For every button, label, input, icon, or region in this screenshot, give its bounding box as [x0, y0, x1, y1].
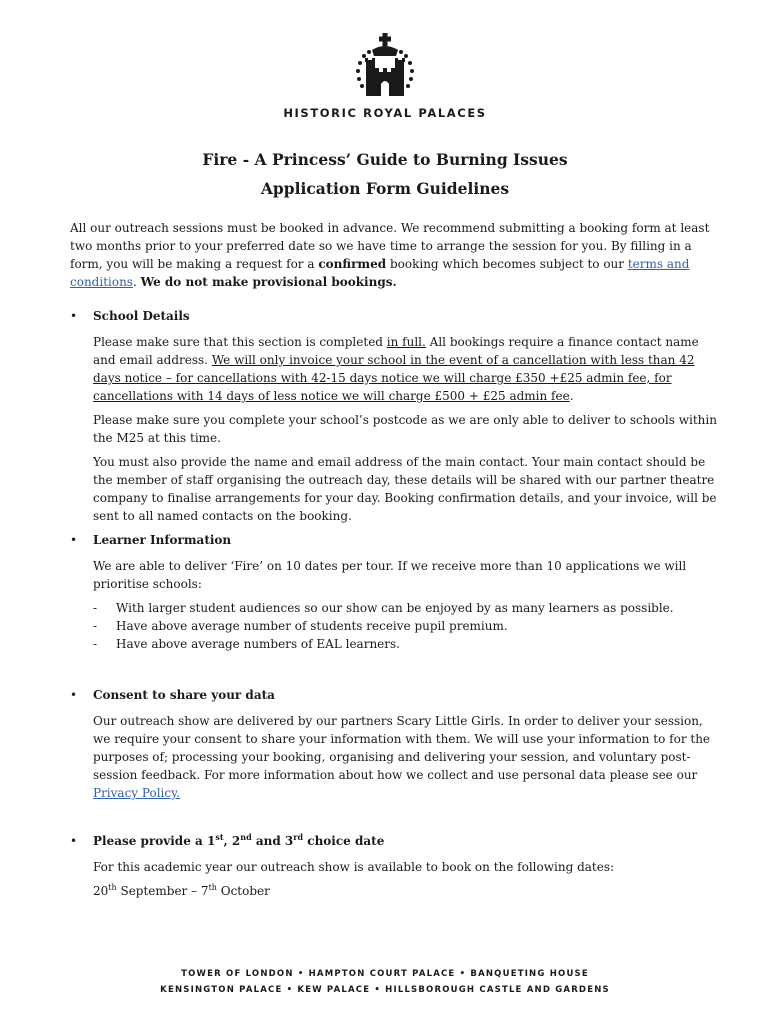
learner-paragraph: We are able to deliver ‘Fire’ on 10 dates per tour. If we receive more than 10 applications we will prioritise schools:	[93, 559, 687, 591]
list-item: - Have above average numbers of EAL learners.	[93, 637, 400, 651]
text: and 3	[251, 834, 294, 848]
terms-link[interactable]: terms and conditions	[70, 257, 690, 289]
intro-text-3: .	[132, 275, 141, 289]
intro-bold-end: We do not make provisional bookings.	[140, 275, 397, 289]
text: , 2	[223, 834, 241, 848]
text: .	[569, 389, 574, 403]
text: All bookings require a finance contact name and email address.	[93, 335, 699, 367]
consent-section	[70, 686, 720, 802]
date-range	[93, 882, 720, 900]
priority-list	[70, 599, 720, 653]
choice-date-section	[70, 832, 720, 900]
text: Please make sure that this section is completed	[93, 335, 387, 349]
privacy-policy-link[interactable]: Privacy Policy.	[93, 786, 181, 800]
cancellation-policy-text: We will only invoice your school in the event of a cancellation with less than 42 days notice – for cancellations with 42-15 days notice we will charge £350 +£25 admin fee, for cancellations with 14 days of less notice we will charge £500 + £25 admin fee	[93, 353, 695, 403]
superscript: nd	[240, 832, 252, 842]
bullet-icon: •	[70, 533, 78, 547]
text: Please provide a 1	[93, 834, 216, 848]
superscript: th	[108, 883, 117, 892]
bullet-icon: •	[70, 309, 78, 323]
school-details-heading	[70, 307, 720, 325]
list-item-text: Have above average numbers of EAL learners.	[116, 637, 400, 651]
consent-heading	[70, 686, 720, 704]
superscript: th	[208, 883, 217, 892]
heading-text: Consent to share your data	[93, 688, 275, 702]
heading-text: School Details	[93, 309, 190, 323]
intro-bold-word: confirmed	[318, 257, 387, 271]
school-details-section	[70, 307, 720, 525]
intro-paragraph	[70, 219, 720, 291]
dates-paragraph: For this academic year our outreach show is available to book on the following dates:	[93, 860, 615, 874]
school-paragraph-3: You must also provide the name and email address of the main contact. Your main contact should be the member of staff organising the outreach day, these details will be shared with our partner theatre company to finalise arrangements for your day. Booking confirmation details, and your invoice, will be sent to all named contacts on the booking.	[93, 455, 717, 523]
document-title: Fire - A Princess’ Guide to Burning Issues	[202, 150, 568, 169]
palace-crest-logo	[352, 32, 418, 100]
list-item: - With larger student audiences so our show can be enjoyed by as many learners as possible.	[93, 601, 674, 615]
list-item: - Have above average number of students receive pupil premium.	[93, 619, 508, 633]
text: 20	[93, 884, 109, 898]
school-paragraph-1	[93, 333, 720, 405]
text: September – 7	[116, 884, 209, 898]
document-subtitle: Application Form Guidelines	[260, 179, 510, 198]
underlined-text: in full.	[386, 335, 426, 349]
choice-date-heading	[70, 832, 720, 850]
bullet-icon: •	[70, 834, 78, 848]
brand-header	[0, 32, 770, 120]
footer-line-1: TOWER OF LONDON • HAMPTON COURT PALACE • BANQUETING HOUSE	[181, 969, 589, 979]
document-body	[70, 219, 720, 906]
text: Our outreach show are delivered by our partners Scary Little Girls. In order to deliver your session, we require your consent to share your information with them. We will use your information to for the purposes of; processing your booking, organising and delivering your session, and voluntary post-session feedback. For more information about how we collect and use personal data please see our	[93, 714, 711, 782]
intro-text-2: booking which becomes subject to our	[386, 257, 628, 271]
list-item-text: With larger student audiences so our show can be enjoyed by as many learners as possible.	[116, 601, 674, 615]
text: October	[216, 884, 270, 898]
superscript: st	[215, 832, 224, 842]
learner-info-heading	[70, 531, 720, 549]
intro-text: All our outreach sessions must be booked in advance. We recommend submitting a booking form at least two months prior to your preferred date so we have time to arrange the session for you. By filling in a form, you will be making a request for a	[70, 221, 710, 271]
heading-text: Learner Information	[93, 533, 232, 547]
org-name: HISTORIC ROYAL PALACES	[283, 106, 487, 120]
list-item-text: Have above average number of students receive pupil premium.	[116, 619, 508, 633]
consent-paragraph	[93, 712, 720, 802]
text: choice date	[303, 834, 385, 848]
superscript: rd	[293, 832, 304, 842]
school-paragraph-2: Please make sure you complete your school’s postcode as we are only able to deliver to schools within the M25 at this time.	[93, 413, 717, 445]
bullet-icon: •	[70, 688, 78, 702]
footer-line-2: KENSINGTON PALACE • KEW PALACE • HILLSBOROUGH CASTLE AND GARDENS	[160, 985, 610, 995]
learner-info-section	[70, 531, 720, 653]
